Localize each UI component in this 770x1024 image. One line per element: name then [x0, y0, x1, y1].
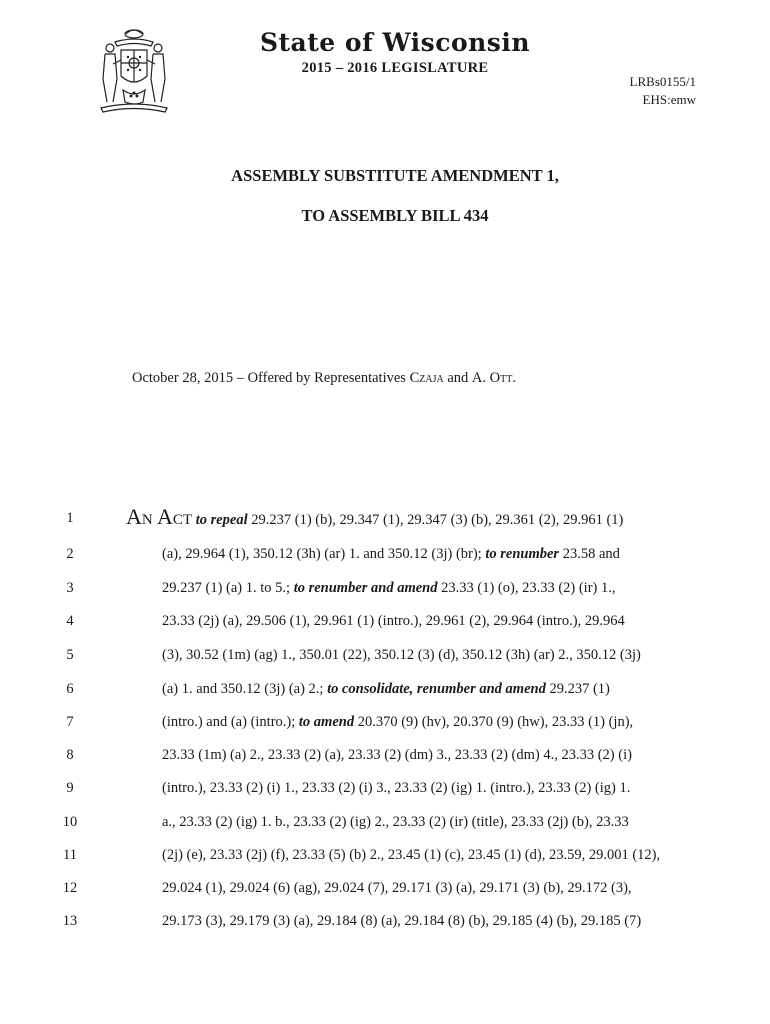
line-number: 2: [66, 546, 74, 562]
bill-text-line: An Act to repeal 29.237 (1) (b), 29.347 (1), 29.347 (3) (b), 29.361 (2), 29.961 (1): [126, 504, 624, 529]
line-number: 3: [66, 580, 74, 596]
line-number: 1: [66, 510, 74, 526]
bill-text-line: (intro.) and (a) (intro.); to amend 20.370 (9) (hv), 20.370 (9) (hw), 23.33 (1) (jn),: [162, 714, 634, 730]
offered-by-line: [132, 370, 516, 387]
amendment-title: ASSEMBLY SUBSTITUTE AMENDMENT 1,: [231, 166, 559, 185]
line-number: 9: [66, 780, 74, 796]
bill-text-line: 23.33 (1m) (a) 2., 23.33 (2) (a), 23.33 (2) (dm) 3., 23.33 (2) (dm) 4., 23.33 (2) (i): [162, 747, 632, 763]
line-number: 6: [66, 681, 74, 697]
state-title: State of Wisconsin: [259, 28, 531, 57]
offered-and: and: [443, 370, 472, 386]
bill-text-line: 29.024 (1), 29.024 (6) (ag), 29.024 (7), 29.171 (3) (a), 29.171 (3) (b), 29.172 (3),: [162, 880, 632, 896]
bill-text-line: (3), 30.52 (1m) (ag) 1., 350.01 (22), 350.12 (3) (d), 350.12 (3h) (ar) 2., 350.12 (3j): [162, 647, 641, 663]
line-number: 10: [62, 814, 78, 830]
lrb-reference-code: LRBs0155/1: [629, 74, 696, 89]
drafter-initials: EHS:emw: [642, 92, 696, 107]
bill-text-line: (a), 29.964 (1), 350.12 (3h) (ar) 1. and 350.12 (3j) (br); to renumber 23.58 and: [162, 546, 620, 562]
bill-text-line: a., 23.33 (2) (ig) 1. b., 23.33 (2) (ig) 2., 23.33 (2) (ir) (title), 23.33 (2j) (b), 23.33: [162, 814, 629, 830]
representative-ott: A. Ott: [471, 370, 513, 386]
action-to-renumber-and-amend: to renumber and amend: [293, 580, 438, 596]
line-number: 5: [66, 647, 74, 663]
action-to-renumber: to renumber: [485, 546, 560, 562]
bill-text-line: (intro.), 23.33 (2) (i) 1., 23.33 (2) (i) 3., 23.33 (2) (ig) 1. (intro.), 23.33 (2) (ig) 1.: [162, 780, 631, 796]
line-number: 12: [62, 880, 78, 896]
bill-title: TO ASSEMBLY BILL 434: [301, 206, 489, 225]
bill-text-line: 29.237 (1) (a) 1. to 5.; to renumber and amend 23.33 (1) (o), 23.33 (2) (ir) 1.,: [162, 580, 616, 596]
action-to-amend: to amend: [298, 714, 355, 730]
line-number: 13: [62, 913, 78, 929]
line-number: 7: [66, 714, 74, 730]
bill-text-line: 29.173 (3), 29.179 (3) (a), 29.184 (8) (a), 29.184 (8) (b), 29.185 (4) (b), 29.185 (7): [162, 913, 642, 929]
bill-text-line: 23.33 (2j) (a), 29.506 (1), 29.961 (1) (intro.), 29.961 (2), 29.964 (intro.), 29.964: [162, 613, 625, 629]
line-number: 11: [63, 847, 77, 863]
action-to-consolidate-renumber-and-amend: to consolidate, renumber and amend: [327, 681, 546, 697]
legislature-session: 2015 – 2016 LEGISLATURE: [301, 60, 489, 76]
offered-period: .: [512, 370, 516, 386]
line-number: 4: [66, 613, 74, 629]
line-number: 8: [66, 747, 74, 763]
bill-text-line: (a) 1. and 350.12 (3j) (a) 2.; to consolidate, renumber and amend 29.237 (1): [162, 681, 610, 697]
representative-czaja: Czaja: [409, 370, 444, 386]
an-act-label: An Act: [126, 504, 193, 529]
action-to-repeal: to repeal: [195, 512, 248, 528]
offered-date-text: October 28, 2015 – Offered by Representatives: [132, 370, 410, 386]
bill-text-line: (2j) (e), 23.33 (2j) (f), 23.33 (5) (b) 2., 23.45 (1) (c), 23.45 (1) (d), 23.59, 29.001 (12),: [162, 847, 661, 863]
